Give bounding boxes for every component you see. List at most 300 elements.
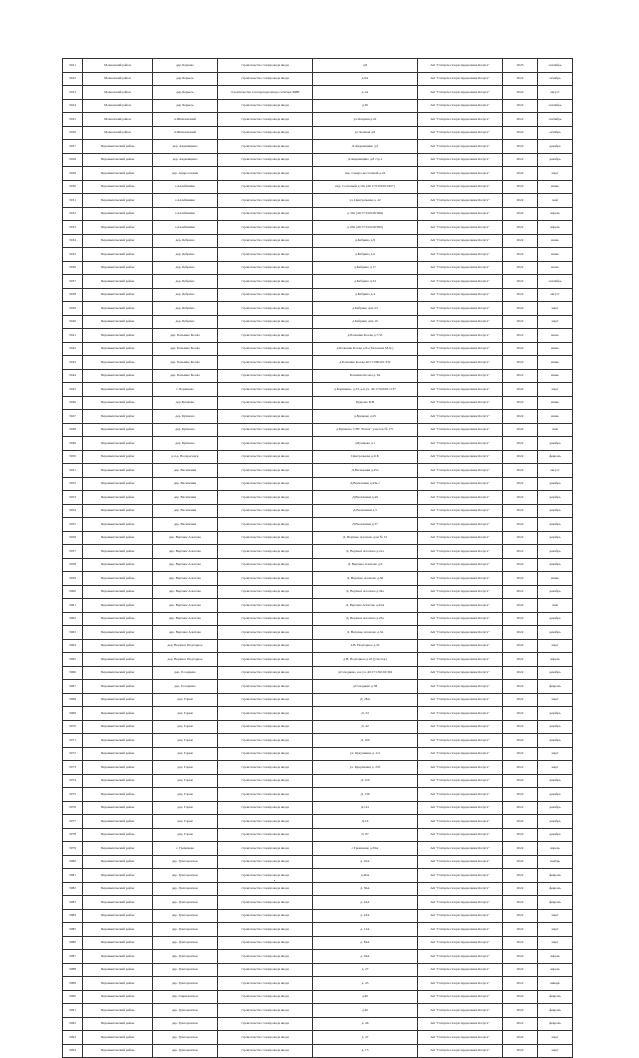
year-cell: 2022 — [503, 410, 538, 424]
year-cell: 2022 — [503, 437, 538, 451]
month-cell: июнь — [538, 356, 573, 370]
table-row — [63, 396, 573, 410]
work-type-cell: строительство газопровода ввода — [218, 491, 313, 505]
month-cell: декабрь — [538, 531, 573, 545]
contractor-cell: АО "Газпром газораспределение Калуга" — [418, 221, 503, 235]
work-type-cell: строительство газопровода ввода — [218, 261, 313, 275]
work-type-cell: строительство газопровода ввода — [218, 1004, 313, 1018]
district-cell: Перемышльский район — [83, 909, 153, 923]
district-cell: Перемышльский район — [83, 585, 153, 599]
work-type-cell: строительство газопровода ввода — [218, 356, 313, 370]
address-cell: ул. Кукушкина д. 25б — [313, 761, 418, 775]
year-cell: 2022 — [503, 275, 538, 289]
work-type-cell: строительство газопровода ввода — [218, 140, 313, 154]
address-cell: пер. Сосновый д.10а (40:17:010106:1607) — [313, 180, 418, 194]
contractor-cell: АО "Газпром газораспределение Калуга" — [418, 275, 503, 289]
contractor-cell: АО "Газпром газораспределение Калуга" — [418, 720, 503, 734]
contractor-cell: АО "Газпром газораспределение Калуга" — [418, 855, 503, 869]
contractor-cell: АО "Газпром газораспределение Калуга" — [418, 261, 503, 275]
contractor-cell: АО "Газпром газораспределение Калуга" — [418, 761, 503, 775]
table-row — [63, 531, 573, 545]
locality-cell: дер. Григоровское — [153, 869, 218, 883]
locality-cell: дер. Григоровское — [153, 936, 218, 950]
contractor-cell: АО "Газпром газораспределение Калуга" — [418, 86, 503, 100]
locality-cell: п.Шпиловский — [153, 113, 218, 127]
table-row — [63, 720, 573, 734]
locality-cell: дер. Большие Козлы — [153, 356, 218, 370]
row-number-cell: 5031 — [63, 194, 83, 208]
district-cell: Перемышльский район — [83, 167, 153, 181]
contractor-cell: АО "Газпром газораспределение Калуга" — [418, 977, 503, 991]
month-cell: апрель — [538, 963, 573, 977]
district-cell: Перемышльский район — [83, 180, 153, 194]
locality-cell: дер. Григоровское — [153, 909, 218, 923]
address-cell: д. 15 — [313, 1044, 418, 1058]
work-type-cell: строительство газопровода ввода — [218, 288, 313, 302]
table-row — [63, 59, 573, 73]
district-cell: Перемышльский район — [83, 383, 153, 397]
row-number-cell: 5085 — [63, 923, 83, 937]
month-cell: июнь — [538, 572, 573, 586]
contractor-cell: АО "Газпром газораспределение Калуга" — [418, 396, 503, 410]
table-row — [63, 248, 573, 262]
month-cell: февраль — [538, 882, 573, 896]
address-cell: д.8 — [313, 59, 418, 73]
contractor-cell: АО "Газпром газораспределение Калуга" — [418, 531, 503, 545]
work-type-cell: строительство газопровода ввода — [218, 936, 313, 950]
district-cell: Перемышльский район — [83, 734, 153, 748]
district-cell: Перемышльский район — [83, 855, 153, 869]
row-number-cell: 5084 — [63, 909, 83, 923]
table-row — [63, 936, 573, 950]
table-row — [63, 828, 573, 842]
row-number-cell: 5051 — [63, 464, 83, 478]
contractor-cell: АО "Газпром газораспределение Калуга" — [418, 909, 503, 923]
contractor-cell: АО "Газпром газораспределение Калуга" — [418, 545, 503, 559]
contractor-cell: АО "Газпром газораспределение Калуга" — [418, 747, 503, 761]
address-cell: д. 12А — [313, 923, 418, 937]
locality-cell: дер. Бушково — [153, 410, 218, 424]
district-cell: Перемышльский район — [83, 923, 153, 937]
row-number-cell: 5068 — [63, 693, 83, 707]
district-cell: Мошокский район — [83, 126, 153, 140]
month-cell: декабрь — [538, 734, 573, 748]
row-number-cell: 5047 — [63, 410, 83, 424]
work-type-cell: строительство газопровода ввода — [218, 437, 313, 451]
row-number-cell: 5029 — [63, 167, 83, 181]
work-type-cell: строительство газопровода ввода — [218, 869, 313, 883]
address-cell: Д. 42 — [313, 720, 418, 734]
locality-cell: дер. Авдеевщино — [153, 140, 218, 154]
year-cell: 2022 — [503, 693, 538, 707]
table-row — [63, 275, 573, 289]
row-number-cell: 5022 — [63, 72, 83, 86]
month-cell: март — [538, 923, 573, 937]
locality-cell: дер. Бебрино — [153, 234, 218, 248]
month-cell: апрель — [538, 842, 573, 856]
work-type-cell: строительство газопровода ввода — [218, 59, 313, 73]
contractor-cell: АО "Газпром газораспределение Калуга" — [418, 72, 503, 86]
work-type-cell: строительство газопровода ввода — [218, 680, 313, 694]
year-cell: 2022 — [503, 855, 538, 869]
district-cell: Перемышльский район — [83, 288, 153, 302]
table-row — [63, 950, 573, 964]
table-row — [63, 450, 573, 464]
row-number-cell: 5073 — [63, 761, 83, 775]
contractor-cell: АО "Газпром газораспределение Калуга" — [418, 383, 503, 397]
year-cell: 2022 — [503, 572, 538, 586]
work-type-cell: строительство газопровода ввода — [218, 950, 313, 964]
address-cell: Д.16 — [313, 815, 418, 829]
address-cell: д. 43А — [313, 909, 418, 923]
year-cell: 2022 — [503, 1044, 538, 1058]
row-number-cell: 5034 — [63, 234, 83, 248]
month-cell: март — [538, 315, 573, 329]
month-cell: декабрь — [538, 558, 573, 572]
locality-cell: дер. Верхнее Алопово — [153, 558, 218, 572]
contractor-cell: АО "Газпром газораспределение Калуга" — [418, 869, 503, 883]
table-row — [63, 518, 573, 532]
work-type-cell: строительство газопровода ввода — [218, 126, 313, 140]
district-cell: Перемышльский район — [83, 329, 153, 343]
month-cell: декабрь — [538, 828, 573, 842]
address-cell: с.Гремячево д.39А — [313, 842, 418, 856]
contractor-cell: АО "Газпром газораспределение Калуга" — [418, 882, 503, 896]
locality-cell: дер. Гавриловское — [153, 990, 218, 1004]
row-number-cell: 5075 — [63, 788, 83, 802]
contractor-cell: АО "Газпром газораспределение Калуга" — [418, 302, 503, 316]
table-row — [63, 491, 573, 505]
table-row — [63, 666, 573, 680]
district-cell: Перемышльский район — [83, 936, 153, 950]
gasification-registry-table — [62, 58, 573, 1058]
address-cell: д. 45А — [313, 855, 418, 869]
locality-cell: дер. Горки — [153, 693, 218, 707]
table-row — [63, 234, 573, 248]
row-number-cell: 5046 — [63, 396, 83, 410]
month-cell: декабрь — [538, 774, 573, 788]
locality-cell: дер. Бушково — [153, 437, 218, 451]
row-number-cell: 5069 — [63, 707, 83, 721]
contractor-cell: АО "Газпром газораспределение Калуга" — [418, 464, 503, 478]
table-row — [63, 383, 573, 397]
locality-cell: п.Шпиловский — [153, 126, 218, 140]
table-row — [63, 329, 573, 343]
month-cell: ноябрь — [538, 855, 573, 869]
year-cell: 2022 — [503, 734, 538, 748]
address-cell: д.Большие Козлы 40:17:080101:332 — [313, 356, 418, 370]
table-row — [63, 1044, 573, 1058]
year-cell: 2022 — [503, 72, 538, 86]
locality-cell: дер. Андросовичи — [153, 167, 218, 181]
year-cell: 2022 — [503, 180, 538, 194]
contractor-cell: АО "Газпром газораспределение Калуга" — [418, 828, 503, 842]
district-cell: Перемышльский район — [83, 572, 153, 586]
table-row — [63, 315, 573, 329]
address-cell: Большие Козлы д. 64 — [313, 369, 418, 383]
locality-cell: дер. Бебрино — [153, 288, 218, 302]
district-cell: Перемышльский район — [83, 720, 153, 734]
district-cell: Перемышльский район — [83, 437, 153, 451]
contractor-cell: АО "Газпром газораспределение Калуга" — [418, 680, 503, 694]
address-cell: д. 47 — [313, 1031, 418, 1045]
row-number-cell: 5040 — [63, 315, 83, 329]
row-number-cell: 5061 — [63, 599, 83, 613]
table-row — [63, 747, 573, 761]
work-type-cell: строительство газопровода ввода — [218, 342, 313, 356]
row-number-cell: 5094 — [63, 1044, 83, 1058]
contractor-cell: АО "Газпром газораспределение Калуга" — [418, 477, 503, 491]
work-type-cell: строительство газопровода ввода — [218, 585, 313, 599]
locality-cell: дер. Верхнее Алопово — [153, 531, 218, 545]
locality-cell: дер. Василенки — [153, 518, 218, 532]
row-number-cell: 5028 — [63, 153, 83, 167]
locality-cell: дер.Черкесь — [153, 99, 218, 113]
contractor-cell: АО "Газпром газораспределение Калуга" — [418, 504, 503, 518]
month-cell: декабрь — [538, 477, 573, 491]
contractor-cell: АО "Газпром газораспределение Калуга" — [418, 450, 503, 464]
work-type-cell: строительство газопровода ввода — [218, 666, 313, 680]
year-cell: 2022 — [503, 788, 538, 802]
work-type-cell: строительство газопровода ввода — [218, 315, 313, 329]
row-number-cell: 5036 — [63, 261, 83, 275]
locality-cell: с.Ахлебинино — [153, 207, 218, 221]
row-number-cell: 5082 — [63, 882, 83, 896]
address-cell: Д. 139 — [313, 788, 418, 802]
address-cell: д.9А — [313, 72, 418, 86]
address-cell: д.В. Подгорное д.32 — [313, 639, 418, 653]
contractor-cell: АО "Газпром газораспределение Калуга" — [418, 410, 503, 424]
table-row — [63, 869, 573, 883]
year-cell: 2022 — [503, 639, 538, 653]
row-number-cell: 5027 — [63, 140, 83, 154]
district-cell: Перемышльский район — [83, 599, 153, 613]
locality-cell: дер. Горки — [153, 761, 218, 775]
address-cell: д.1А — [313, 86, 418, 100]
locality-cell: дер. Верхнее Алопово — [153, 599, 218, 613]
table-row — [63, 261, 573, 275]
address-cell: д.Бебрино дом 10 — [313, 315, 418, 329]
district-cell: Перемышльский район — [83, 221, 153, 235]
address-cell: Д. 150 — [313, 774, 418, 788]
address-cell: Д. Верхнее Алопово д.6 — [313, 558, 418, 572]
district-cell: Перемышльский район — [83, 207, 153, 221]
district-cell: Перемышльский район — [83, 504, 153, 518]
locality-cell: дер. Григоровское — [153, 855, 218, 869]
row-number-cell: 5077 — [63, 815, 83, 829]
table-row — [63, 437, 573, 451]
locality-cell: дер. Верхнее Алопово — [153, 585, 218, 599]
address-cell: Центральная д.21Б — [313, 450, 418, 464]
district-cell: Перемышльский район — [83, 626, 153, 640]
row-number-cell: 5091 — [63, 1004, 83, 1018]
month-cell: март — [538, 909, 573, 923]
table-row — [63, 410, 573, 424]
district-cell: Перемышльский район — [83, 896, 153, 910]
table-row — [63, 639, 573, 653]
work-type-cell: строительство газопровода ввода — [218, 504, 313, 518]
month-cell: март — [538, 167, 573, 181]
month-cell: декабрь — [538, 518, 573, 532]
table-row — [63, 626, 573, 640]
year-cell: 2022 — [503, 113, 538, 127]
locality-cell: дер. Василенки — [153, 504, 218, 518]
district-cell: Перемышльский район — [83, 882, 153, 896]
district-cell: Перемышльский район — [83, 828, 153, 842]
district-cell: Мошокский район — [83, 59, 153, 73]
row-number-cell: 5038 — [63, 288, 83, 302]
work-type-cell: строительство газопровода ввода — [218, 275, 313, 289]
month-cell: февраль — [538, 896, 573, 910]
address-cell: Д.Авдеевщино д.8 стр.1 — [313, 153, 418, 167]
row-number-cell: 5043 — [63, 356, 83, 370]
address-cell: Д.Василенки д.49 — [313, 491, 418, 505]
row-number-cell: 5076 — [63, 801, 83, 815]
table-row — [63, 896, 573, 910]
district-cell: Перемышльский район — [83, 788, 153, 802]
table-row — [63, 342, 573, 356]
contractor-cell: АО "Газпром газораспределение Калуга" — [418, 693, 503, 707]
address-cell: д.30 — [313, 99, 418, 113]
month-cell: февраль — [538, 680, 573, 694]
table-row — [63, 504, 573, 518]
work-type-cell: строительство газопровода ввода — [218, 855, 313, 869]
address-cell: Д.Василенки д.5 — [313, 504, 418, 518]
row-number-cell: 5058 — [63, 558, 83, 572]
district-cell: Перемышльский район — [83, 153, 153, 167]
contractor-cell: АО "Газпром газораспределение Калуга" — [418, 234, 503, 248]
table-row — [63, 180, 573, 194]
year-cell: 2022 — [503, 153, 538, 167]
contractor-cell: АО "Газпром газораспределение Калуга" — [418, 180, 503, 194]
month-cell: декабрь — [538, 626, 573, 640]
address-cell: д.Голоднево, к.н.уч. 40:17:130102:302 — [313, 666, 418, 680]
work-type-cell: строительство газопровода ввода — [218, 788, 313, 802]
contractor-cell: АО "Газпром газораспределение Калуга" — [418, 572, 503, 586]
district-cell: Мошокский район — [83, 99, 153, 113]
month-cell: февраль — [538, 990, 573, 1004]
year-cell: 2022 — [503, 329, 538, 343]
year-cell: 2022 — [503, 909, 538, 923]
row-number-cell: 5033 — [63, 221, 83, 235]
work-type-cell: строительство газопровода ввода — [218, 896, 313, 910]
row-number-cell: 5072 — [63, 747, 83, 761]
month-cell: июнь — [538, 396, 573, 410]
work-type-cell: строительство газопровода ввода — [218, 207, 313, 221]
table-row — [63, 774, 573, 788]
year-cell: 2022 — [503, 774, 538, 788]
locality-cell: дер. Горки — [153, 747, 218, 761]
year-cell: 2022 — [503, 977, 538, 991]
work-type-cell: строительство газопровода ввода — [218, 734, 313, 748]
work-type-cell: строительство газопровода ввода — [218, 828, 313, 842]
contractor-cell: АО "Газпром газораспределение Калуга" — [418, 599, 503, 613]
year-cell: 2022 — [503, 518, 538, 532]
address-cell: Д. Верхнее Алопово д.25а — [313, 612, 418, 626]
month-cell: март — [538, 1044, 573, 1058]
year-cell: 2022 — [503, 558, 538, 572]
year-cell: 2022 — [503, 302, 538, 316]
work-type-cell: строительство газопровода ввода — [218, 531, 313, 545]
month-cell: декабрь — [538, 815, 573, 829]
year-cell: 2022 — [503, 1004, 538, 1018]
contractor-cell: АО "Газпром газораспределение Калуга" — [418, 626, 503, 640]
contractor-cell: АО "Газпром газораспределение Калуга" — [418, 113, 503, 127]
work-type-cell: строительство газопровода ввода — [218, 653, 313, 667]
month-cell: июнь — [538, 180, 573, 194]
locality-cell: дер. Бебрино — [153, 315, 218, 329]
year-cell: 2022 — [503, 545, 538, 559]
month-cell: май — [538, 599, 573, 613]
district-cell: Перемышльский район — [83, 558, 153, 572]
address-cell: ул. Центральная д. 22 — [313, 194, 418, 208]
locality-cell: дер.Черкесь — [153, 86, 218, 100]
year-cell: 2022 — [503, 531, 538, 545]
address-cell: Д. Верхнее Алопово д.56 — [313, 572, 418, 586]
work-type-cell: строительство газопровода ввода — [218, 815, 313, 829]
year-cell: 2022 — [503, 801, 538, 815]
locality-cell: дер. Григоровское — [153, 1017, 218, 1031]
address-cell: д.46А — [313, 869, 418, 883]
address-cell: д. 46 — [313, 1017, 418, 1031]
contractor-cell: АО "Газпром газораспределение Калуга" — [418, 612, 503, 626]
work-type-cell: строительство газопровода ввода — [218, 761, 313, 775]
locality-cell: с. Борищево — [153, 383, 218, 397]
locality-cell: дер. Григоровское — [153, 1031, 218, 1045]
year-cell: 2022 — [503, 234, 538, 248]
address-cell: ул.Озерная д.22 — [313, 113, 418, 127]
month-cell: май — [538, 194, 573, 208]
month-cell: июнь — [538, 342, 573, 356]
month-cell: декабрь — [538, 707, 573, 721]
year-cell: 2022 — [503, 815, 538, 829]
address-cell: Д.Василенки д.37 — [313, 518, 418, 532]
year-cell: 2022 — [503, 288, 538, 302]
row-number-cell: 5088 — [63, 963, 83, 977]
year-cell: 2022 — [503, 504, 538, 518]
year-cell: 2022 — [503, 612, 538, 626]
table-row — [63, 194, 573, 208]
year-cell: 2022 — [503, 990, 538, 1004]
year-cell: 2022 — [503, 936, 538, 950]
contractor-cell: АО "Газпром газораспределение Калуга" — [418, 140, 503, 154]
scan-dot — [274, 880, 275, 881]
month-cell: октябрь — [538, 126, 573, 140]
table-row — [63, 693, 573, 707]
locality-cell: дер. Бебрино — [153, 302, 218, 316]
locality-cell: дер.Харчево — [153, 59, 218, 73]
month-cell: январь — [538, 977, 573, 991]
locality-cell: дер. Верхнее Алопово — [153, 545, 218, 559]
table-row — [63, 72, 573, 86]
table-row — [63, 788, 573, 802]
row-number-cell: 5059 — [63, 572, 83, 586]
row-number-cell: 5078 — [63, 828, 83, 842]
year-cell: 2022 — [503, 950, 538, 964]
year-cell: 2022 — [503, 869, 538, 883]
district-cell: Перемышльский район — [83, 869, 153, 883]
year-cell: 2022 — [503, 707, 538, 721]
year-cell: 2023 — [503, 59, 538, 73]
year-cell: 2022 — [503, 842, 538, 856]
row-number-cell: 5062 — [63, 612, 83, 626]
address-cell: д.Бушково, СНТ "Ключ" участок № 171 — [313, 423, 418, 437]
address-cell: д. 42А — [313, 896, 418, 910]
row-number-cell: 5024 — [63, 99, 83, 113]
table-row — [63, 140, 573, 154]
row-number-cell: 5049 — [63, 437, 83, 451]
address-cell: Д.Авдеевщино д.2 — [313, 140, 418, 154]
